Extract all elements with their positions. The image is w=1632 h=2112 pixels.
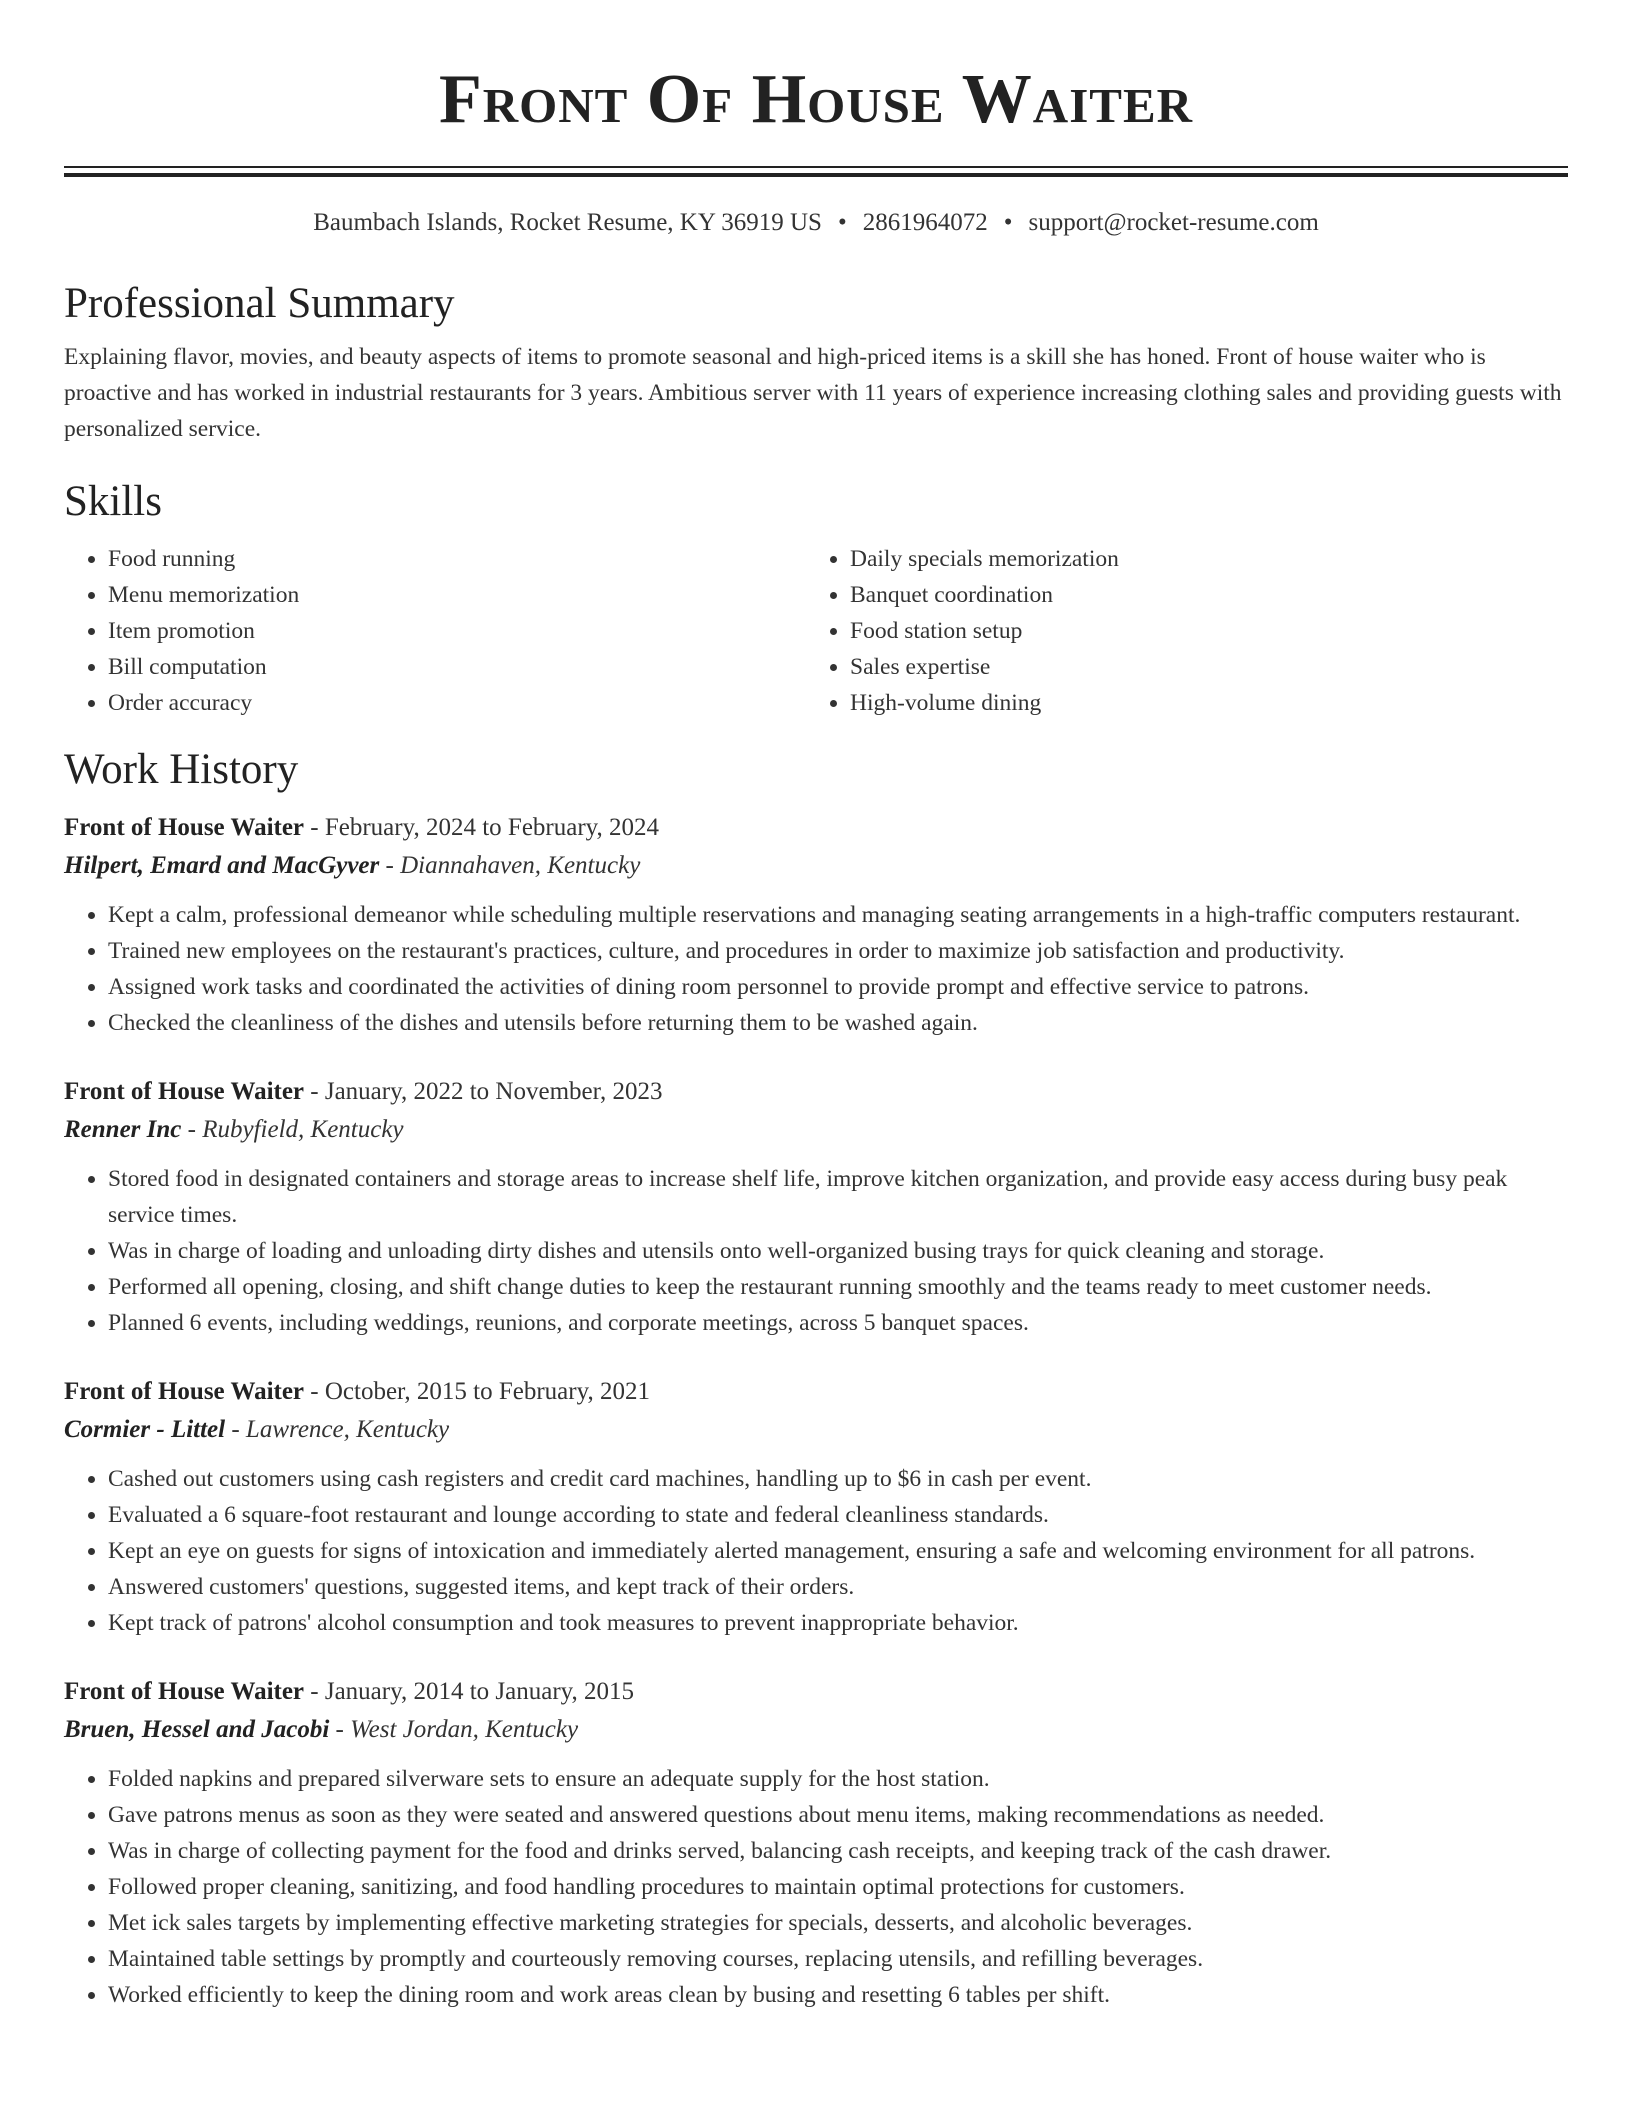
header-divider [64,166,1568,177]
duty-item: • Followed proper cleaning, sanitizing, and food handling procedures to maintain optimal protections for customers. [108,1869,1568,1905]
skills-list-left [64,541,806,721]
work-history-heading: Work History [64,746,299,793]
job-title: Front of House Waiter [64,1378,305,1405]
duty-item: • Answered customers' questions, suggested items, and kept track of their orders. [108,1569,1568,1605]
skill-item: • Sales expertise [850,649,1548,685]
summary-heading: Professional Summary [64,280,455,327]
job-title: Front of House Waiter [64,1078,305,1105]
skill-item: • Menu memorization [108,577,806,613]
company-header [64,1711,1568,1749]
duty-item: • Was in charge of collecting payment for the food and drinks served, balancing cash receipts, and keeping track of the cash drawer. [108,1833,1568,1869]
duty-item: • Stored food in designated containers and storage areas to increase shelf life, improve kitchen organization, and provide easy access during busy peak service times. [108,1161,1568,1233]
skills-list-right [806,541,1548,721]
skill-item: • Banquet coordination [850,577,1548,613]
company-location: - Lawrence, Kentucky [225,1416,450,1443]
duty-item: • Trained new employees on the restaurant's practices, culture, and procedures in order to maximize job satisfaction and productivity. [108,933,1568,969]
job-header [64,809,1568,847]
job-duties [64,897,1568,1041]
contact-email: support@rocket-resume.com [1028,209,1319,236]
company-name: Renner Inc [64,1116,182,1143]
job-entry [64,1373,1568,1641]
company-header [64,847,1568,885]
company-name: Hilpert, Emard and MacGyver [64,852,380,879]
job-header [64,1673,1568,1711]
job-header [64,1073,1568,1111]
company-location: - West Jordan, Kentucky [329,1716,579,1743]
duty-item: • Evaluated a 6 square-foot restaurant and lounge according to state and federal cleanliness standards. [108,1497,1568,1533]
company-name: Cormier - Littel [64,1416,226,1443]
job-duties [64,1461,1568,1641]
duty-item: • Performed all opening, closing, and shift change duties to keep the restaurant running smoothly and the teams ready to meet customer needs. [108,1269,1568,1305]
skill-item: • Order accuracy [108,685,806,721]
skills-columns [64,541,1568,721]
company-location: - Rubyfield, Kentucky [181,1116,404,1143]
duty-item: • Kept track of patrons' alcohol consumption and took measures to prevent inappropriate behavior. [108,1605,1568,1641]
contact-address: Baumbach Islands, Rocket Resume, KY 36919 US [313,209,822,236]
job-dates: - February, 2024 to February, 2024 [304,814,660,841]
summary-text: Explaining flavor, movies, and beauty aspects of items to promote seasonal and high-priced items is a skill she has honed. Front of house waiter who is proactive and has worked in industrial restaurants for 3 years. Ambitious server with 11 years of experience increasing clothing sales and providing guests with personalized service. [64,344,1562,442]
duty-item: • Assigned work tasks and coordinated the activities of dining room personnel to provide prompt and effective service to patrons. [108,969,1568,1005]
duty-item: • Met ick sales targets by implementing effective marketing strategies for specials, desserts, and alcoholic beverages. [108,1905,1568,1941]
duty-item: • Folded napkins and prepared silverware sets to ensure an adequate supply for the host station. [108,1761,1568,1797]
job-dates: - January, 2022 to November, 2023 [304,1078,663,1105]
job-title: Front of House Waiter [64,1678,305,1705]
job-entry [64,809,1568,1041]
skill-item: • Food station setup [850,613,1548,649]
job-dates: - January, 2014 to January, 2015 [304,1678,635,1705]
duty-item: • Was in charge of loading and unloading dirty dishes and utensils onto well-organized busing trays for quick cleaning and storage. [108,1233,1568,1269]
job-entry [64,1673,1568,2013]
duty-item: • Checked the cleanliness of the dishes and utensils before returning them to be washed again. [108,1005,1568,1041]
skill-item: • Daily specials memorization [850,541,1548,577]
job-duties [64,1161,1568,1341]
skill-item: • High-volume dining [850,685,1548,721]
skill-item: • Item promotion [108,613,806,649]
contact-line [64,207,1568,239]
resume-page [64,0,1568,2013]
job-dates: - October, 2015 to February, 2021 [304,1378,650,1405]
duty-item: • Maintained table settings by promptly and courteously removing courses, replacing utensils, and refilling beverages. [108,1941,1568,1977]
company-name: Bruen, Hessel and Jacobi [64,1716,330,1743]
job-entry [64,1073,1568,1341]
duty-item: • Worked efficiently to keep the dining room and work areas clean by busing and resetting 6 tables per shift. [108,1977,1568,2013]
job-duties [64,1761,1568,2013]
skill-item: • Food running [108,541,806,577]
duty-item: • Planned 6 events, including weddings, reunions, and corporate meetings, across 5 banquet spaces. [108,1305,1568,1341]
candidate-name: Front Of House Waiter [438,61,1194,138]
duty-item: • Kept an eye on guests for signs of intoxication and immediately alerted management, ensuring a safe and welcoming environment for all patrons. [108,1533,1568,1569]
company-header [64,1111,1568,1149]
contact-separator: • [1003,209,1013,236]
contact-separator: • [837,209,847,236]
company-header [64,1411,1568,1449]
skills-heading: Skills [64,478,162,525]
contact-phone: 2861964072 [862,209,988,236]
duty-item: • Cashed out customers using cash registers and credit card machines, handling up to $6 in cash per event. [108,1461,1568,1497]
skill-item: • Bill computation [108,649,806,685]
duty-item: • Gave patrons menus as soon as they were seated and answered questions about menu items, making recommendations as needed. [108,1797,1568,1833]
job-title: Front of House Waiter [64,814,305,841]
company-location: - Diannahaven, Kentucky [379,852,641,879]
job-header [64,1373,1568,1411]
duty-item: • Kept a calm, professional demeanor while scheduling multiple reservations and managing seating arrangements in a high-traffic computers restaurant. [108,897,1568,933]
